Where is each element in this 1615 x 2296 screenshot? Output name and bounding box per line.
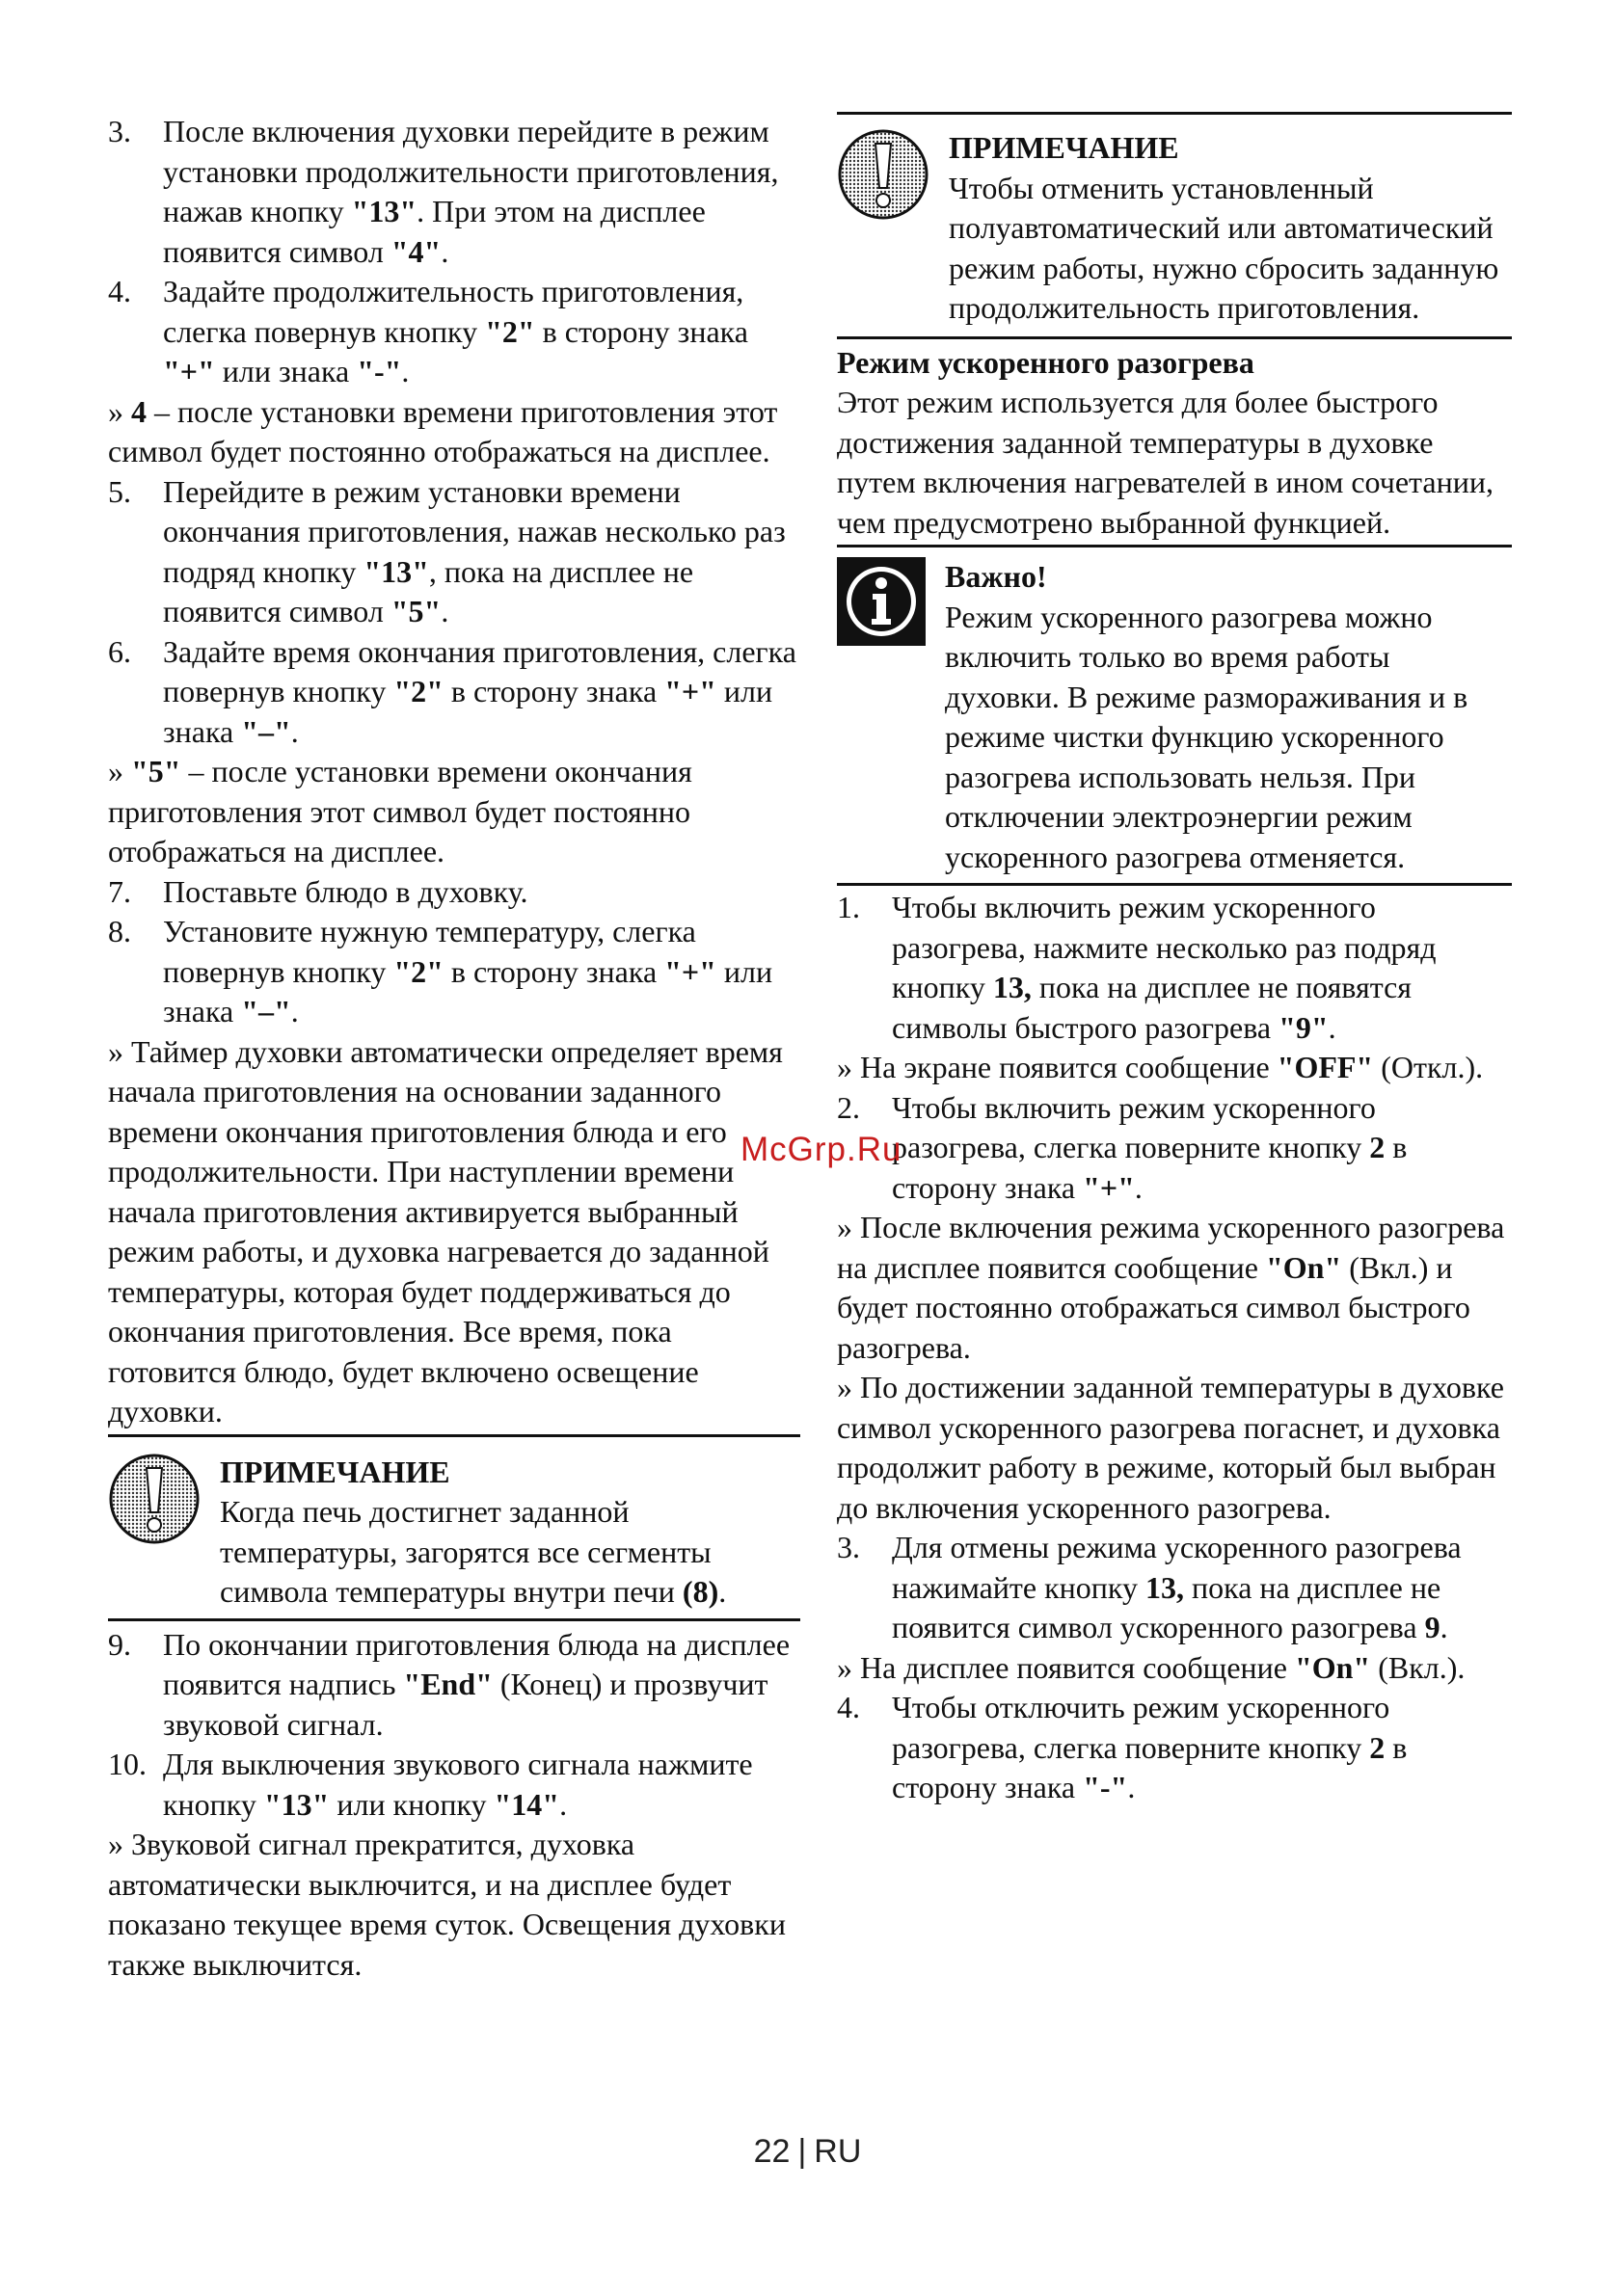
page-footer	[0, 2132, 1615, 2173]
result-2b: » По достижении заданной температуры в духовке символ ускоренного разогрева погаснет, и духовка продолжит работу в режиме, который был выбран до включения ускоренного разогрева.	[837, 1370, 1504, 1525]
step-number: 4.	[108, 274, 131, 308]
step-4: 4. Чтобы отключить режим ускоренного разогрева, слегка поверните кнопку 2 в сторону знака "-".	[837, 1690, 1408, 1804]
important-box	[837, 557, 1512, 877]
note-text: Чтобы отменить установленный полуавтоматический или автоматический режим работы, нужно сбросить заданную продолжительность приготовления.	[949, 170, 1499, 325]
step-number: 7.	[108, 873, 131, 909]
step-9: 9. По окончании приготовления блюда на дисплее появится надпись "End" (Конец) и прозвучит звуковой сигнал.	[108, 1626, 791, 1742]
divider	[837, 112, 1512, 115]
step-6: 6. Задайте время окончания приготовления, слегка повернув кнопку "2" в сторону знака "+" или знака "–".	[108, 633, 796, 749]
step-number: 8.	[108, 914, 131, 948]
result-10: » Звуковой сигнал прекратится, духовка автоматически выключится, и на дисплее будет показано текущее время суток. Освещения духовки также выключится.	[108, 1827, 786, 1982]
language-code: RU	[814, 2133, 862, 2170]
info-icon	[837, 557, 926, 656]
step-number: 6.	[108, 633, 131, 669]
divider	[108, 1618, 800, 1621]
step-1: 1. Чтобы включить режим ускоренного разогрева, нажмите несколько раз подряд кнопку 13, пока на дисплее не появятся символы быстрого разогрева "9".	[837, 890, 1437, 1045]
important-title: Важно!	[945, 559, 1047, 594]
important-body	[926, 557, 1512, 877]
note-box	[837, 128, 1512, 329]
note-title: ПРИМЕЧАНИЕ	[220, 1454, 450, 1489]
step-3: 3. После включения духовки перейдите в режим установки продолжительности приготовления, нажав кнопку "13". При этом на дисплее появится символ "4".	[108, 114, 779, 269]
step-number: 9.	[108, 1626, 131, 1662]
step-number: 2.	[837, 1089, 860, 1125]
step-number: 4.	[837, 1690, 860, 1724]
left-column	[108, 112, 800, 1985]
note-text: Когда печь достигнет заданной температуры, загорятся все сегменты символа температуры внутри печи (8).	[220, 1494, 727, 1609]
step-4: 4. Задайте продолжительность приготовления, слегка повернув кнопку "2" в сторону знака "+" или знака "-".	[108, 274, 748, 388]
note-title: ПРИМЕЧАНИЕ	[949, 130, 1179, 165]
step-number: 5.	[108, 473, 131, 509]
result-3: » На дисплее появится сообщение "On" (Вкл.).	[837, 1649, 1466, 1685]
step-10: 10. Для выключения звукового сигнала нажмите кнопку "13" или кнопку "14".	[108, 1747, 753, 1822]
footer-separator: |	[797, 2133, 807, 2170]
result-4: » 4 – после установки времени приготовления этот символ будет постоянно отображаться на дисплее.	[108, 393, 778, 468]
divider	[108, 1434, 800, 1437]
result-2a: » После включения режима ускоренного разогрева на дисплее появится сообщение "On" (Вкл.) и будет постоянно отображаться символ быстрого разогрева.	[837, 1210, 1505, 1365]
important-text: Режим ускоренного разогрева можно включить только во время работы духовки. В режиме размораживания и в режиме чистки функцию ускоренного разогрева использовать нельзя. При отключении электроэнергии режим ускоренного разогрева отменяется.	[945, 599, 1468, 874]
exclamation-icon	[108, 1453, 201, 1556]
exclamation-icon	[837, 128, 929, 231]
note-box	[108, 1453, 800, 1613]
step-number: 3.	[108, 114, 131, 148]
section-title: Режим ускоренного разогрева	[837, 344, 1254, 380]
step-number: 1.	[837, 890, 860, 924]
divider	[837, 883, 1512, 886]
page-number: 22	[753, 2133, 791, 2170]
step-3: 3. Для отмены режима ускоренного разогрева нажимайте кнопку 13, пока на дисплее не появится символ ускоренного разогрева 9.	[837, 1530, 1462, 1644]
result-8: » Таймер духовки автоматически определяет время начала приготовления на основании заданного времени окончания приготовления блюда и его продолжительности. При наступлении времени начала приготовления активируется выбранный режим работы, и духовка нагревается до заданной температуры, которая будет поддерживаться до окончания приготовления. Все время, пока готовится блюдо, будет включено освещение духовки.	[108, 1033, 783, 1428]
step-8: 8. Установите нужную температуру, слегка повернув кнопку "2" в сторону знака "+" или знака "–".	[108, 914, 773, 1028]
result-6: » "5" – после установки времени окончания приготовления этот символ будет постоянно отображаться на дисплее.	[108, 754, 692, 868]
note-body	[201, 1453, 800, 1613]
note-body	[929, 128, 1512, 329]
step-number: 3.	[837, 1530, 860, 1564]
section-text: Этот режим используется для более быстрого достижения заданной температуры в духовке путем включения нагревателей в ином сочетании, чем предусмотрено выбранной функцией.	[837, 385, 1494, 540]
result-1: » На экране появится сообщение "OFF" (Откл.).	[837, 1050, 1484, 1084]
watermark: McGrp.Ru	[740, 1131, 902, 1168]
right-column	[837, 112, 1512, 1808]
step-5: 5. Перейдите в режим установки времени окончания приготовления, нажав несколько раз подряд кнопку "13", пока на дисплее не появится символ "5".	[108, 473, 786, 628]
step-2: 2. Чтобы включить режим ускоренного разогрева, слегка поверните кнопку 2 в сторону знака "+".	[837, 1089, 1408, 1205]
divider	[837, 336, 1512, 339]
step-7: 7. Поставьте блюдо в духовку.	[108, 872, 800, 913]
divider	[837, 545, 1512, 547]
step-number: 10.	[108, 1747, 147, 1781]
